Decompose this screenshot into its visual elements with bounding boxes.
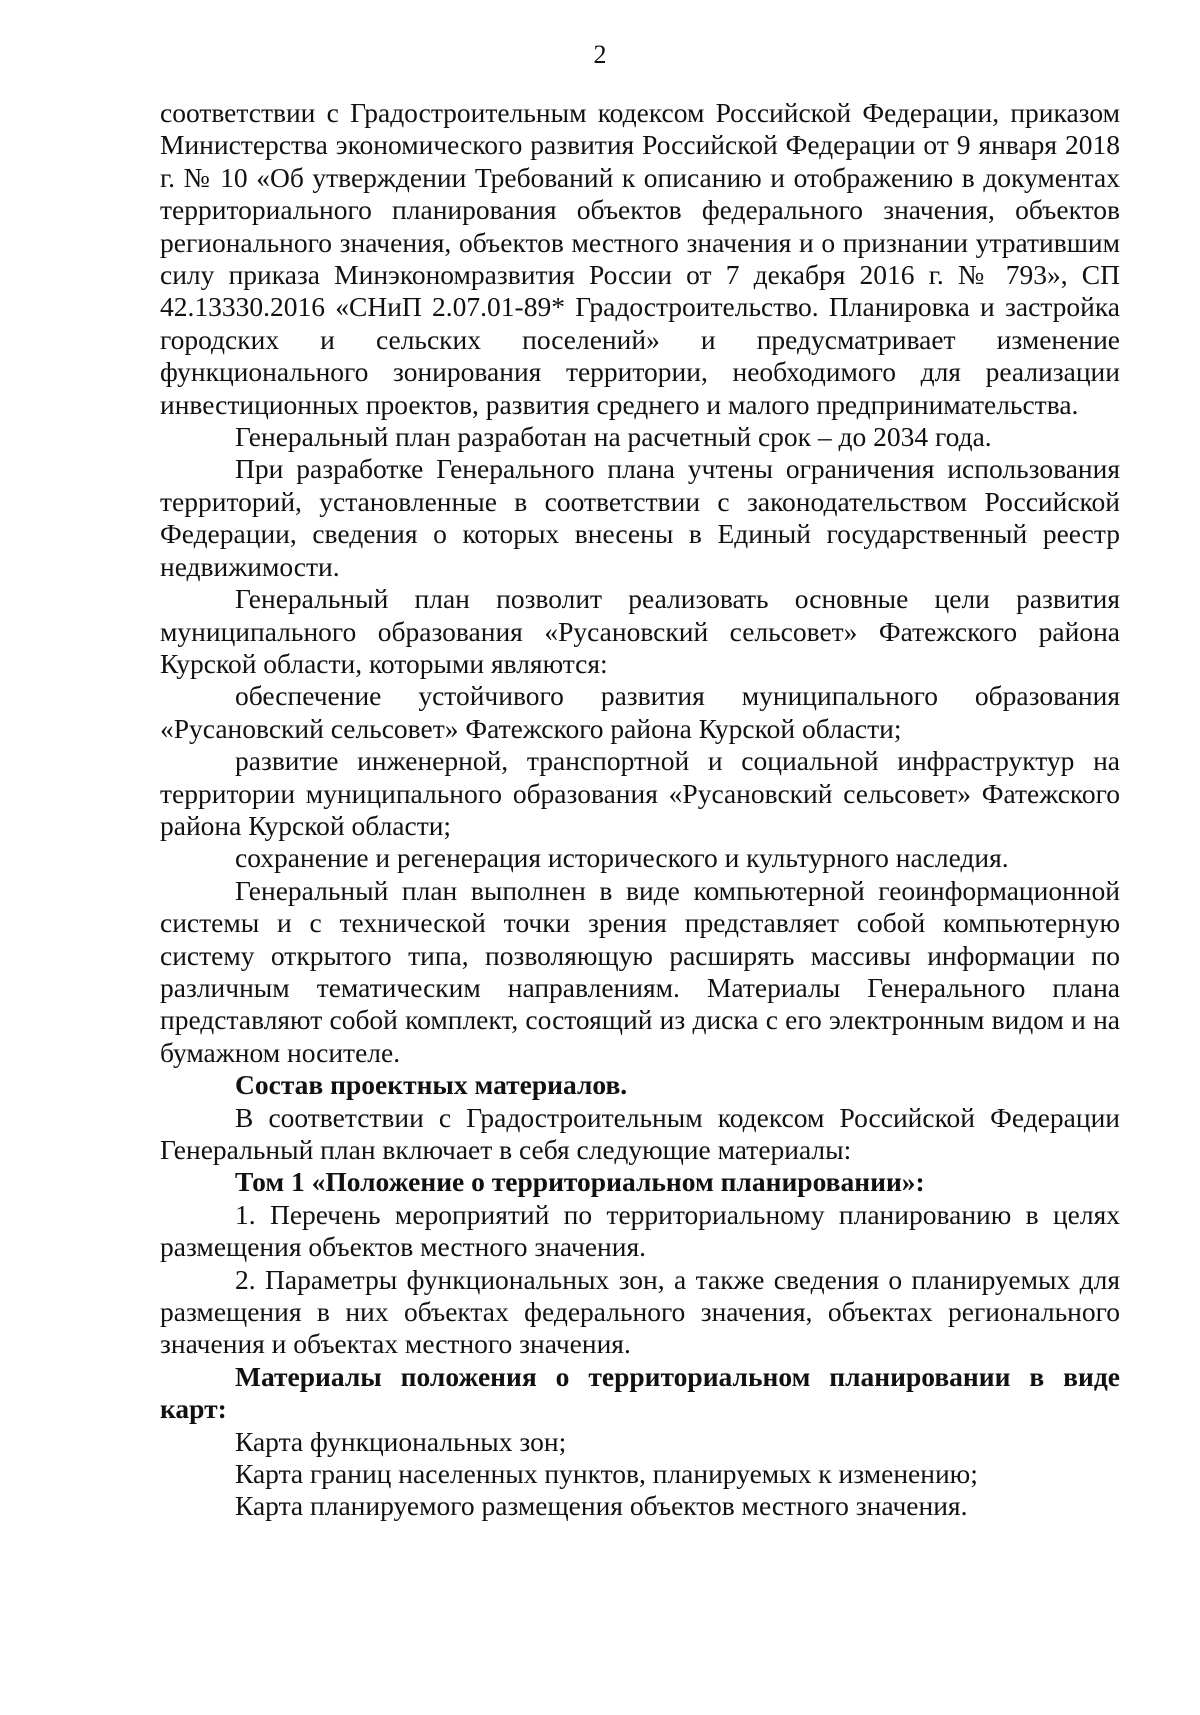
section-heading-volume-1: Том 1 «Положение о территориальном планировании»:: [235, 1166, 925, 1198]
gis-paragraph: Генеральный план выполнен в виде компьютерной геоинформационной системы и с технической точки зрения представляет собой компьютерную систему открытого типа, позволяющую расширять массивы информации по различным тематическим направлениям. Материалы Генерального плана представляют собой комплект, состоящий из диска с его электронным видом и на бумажном носителе.: [160, 874, 1120, 1068]
section-heading-materials: Состав проектных материалов.: [235, 1069, 628, 1101]
page-number: 2: [593, 40, 607, 69]
goal-item: обеспечение устойчивого развития муниципального образования «Русановский сельсовет» Фатежского района Курской области;: [160, 680, 1120, 744]
goal-item: сохранение и регенерация исторического и культурного наследия.: [235, 842, 1009, 874]
goal-item: развитие инженерной, транспортной и социальной инфраструктур на территории муниципального образования «Русановский сельсовет» Фатежского района Курской области;: [160, 745, 1120, 841]
section-heading-maps: Материалы положения о территориальном планировании в виде карт:: [160, 1360, 1120, 1425]
numbered-item: 1. Перечень мероприятий по территориальному планированию в целях размещения объектов местного значения.: [160, 1198, 1120, 1263]
document-body: [160, 97, 1120, 1523]
restrictions-paragraph: При разработке Генерального плана учтены ограничения использования территорий, установленные в соответствии с законодательством Российской Федерации, сведения о которых внесены в Единый государственный реестр недвижимости.: [160, 453, 1120, 582]
intro-paragraph: соответствии с Градостроительным кодексом Российской Федерации, приказом Министерства экономического развития Российской Федерации от 9 января 2018 г. № 10 «Об утверждении Требований к описанию и отображению в документах территориального планирования объектов федерального значения, объектов регионального значения, объектов местного значения и о признании утратившим силу приказа Минэкономразвития России от 7 декабря 2016 г. № 793», СП 42.13330.2016 «СНиП 2.07.01-89* Градостроительство. Планировка и застройка городских и сельских поселений» и предусматривает изменение функционального зонирования территории, необходимого для реализации инвестиционных проектов, развития среднего и малого предпринимательства.: [160, 97, 1120, 420]
goals-paragraph: Генеральный план позволит реализовать основные цели развития муниципального образования «Русановский сельсовет» Фатежского района Курской области, которыми являются:: [160, 583, 1120, 679]
map-list-item: Карта функциональных зон;: [235, 1425, 567, 1457]
materials-paragraph: В соответствии с Градостроительным кодексом Российской Федерации Генеральный план включает в себя следующие материалы:: [160, 1101, 1120, 1165]
plan-term-paragraph: Генеральный план разработан на расчетный срок – до 2034 года.: [235, 421, 992, 453]
numbered-item: 2. Параметры функциональных зон, а также сведения о планируемых для размещения в них объектах федерального значения, объектах регионального значения и объектах местного значения.: [160, 1263, 1120, 1360]
map-list-item: Карта границ населенных пунктов, планируемых к изменению;: [235, 1458, 978, 1490]
map-list-item: Карта планируемого размещения объектов местного значения.: [235, 1490, 968, 1522]
